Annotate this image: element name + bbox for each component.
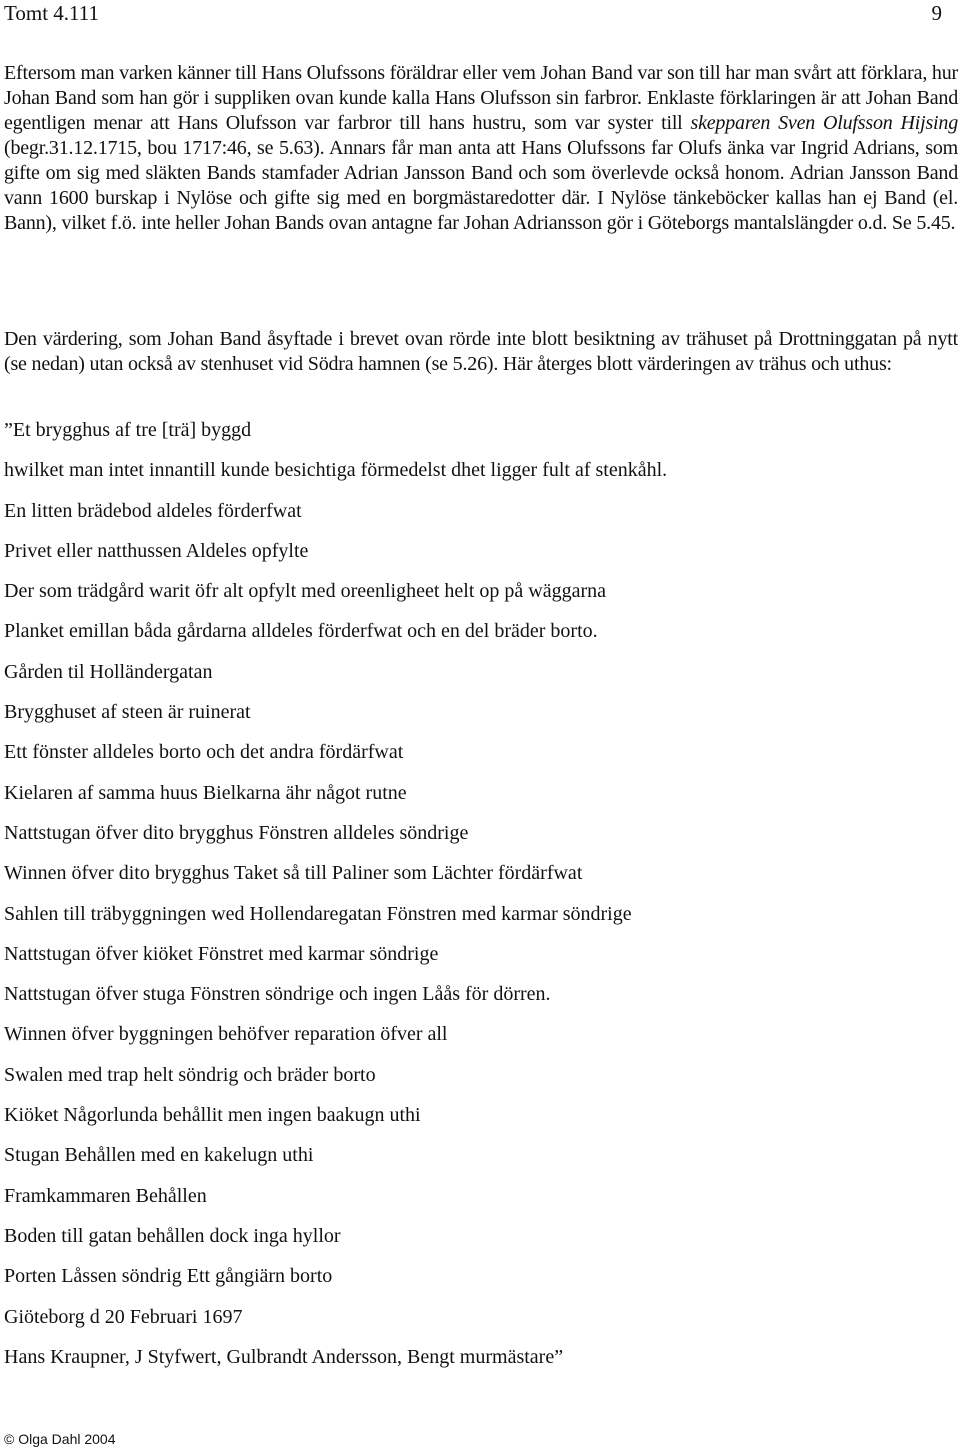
document-title: Tomt 4.111 bbox=[4, 1, 99, 25]
appraisal-quote bbox=[4, 418, 958, 1385]
quote-line: Winnen öfver byggningen behöfver reparation öfver all bbox=[4, 1023, 448, 1046]
quote-line: Hans Kraupner, J Styfwert, Gulbrandt Andersson, Bengt murmästare” bbox=[4, 1345, 564, 1368]
quote-line: Porten Låssen söndrig Ett gångiärn borto bbox=[4, 1265, 333, 1288]
quote-line: Nattstugan öfver dito brygghus Fönstren alldeles söndrige bbox=[4, 821, 469, 844]
quote-line: Kiöket Någorlunda behållit men ingen baakugn uthi bbox=[4, 1104, 421, 1127]
paragraph-1-text-b: (begr.31.12.1715, bou 1717:46, se 5.63). Annars får man anta att Hans Olufssons far Olufs änka var Ingrid Adrians, som gifte om sig med släkten Bands stamfader Adrian Jansson Band och som överlevde också honom. Adrian Jansson Band vann 1600 burskap i Nylöse och gifte sig med en borgmästaredotter där. I Nylöse tänkeböcker kallas han ej Band (el. Bann), vilket f.ö. inte heller Johan Bands ovan antagne far Johan Adriansson gör i Göteborgs mantalslängder o.d. Se 5.45. bbox=[4, 137, 958, 234]
quote-line: En litten brädebod aldeles förderfwat bbox=[4, 499, 302, 522]
quote-line: Brygghuset af steen är ruinerat bbox=[4, 701, 251, 724]
quote-line: Stugan Behållen med en kakelugn uthi bbox=[4, 1144, 314, 1167]
quote-line: Nattstugan öfver kiöket Fönstret med karmar söndrige bbox=[4, 942, 439, 965]
quote-line: ”Et brygghus af tre [trä] byggd bbox=[4, 419, 252, 441]
page-number: 9 bbox=[931, 1, 942, 25]
paragraph-2: Den värdering, som Johan Band åsyftade i brevet ovan rörde inte blott besiktning av trähuset på Drottninggatan på nytt (se nedan) utan också av stenhuset vid Södra hamnen (se 5.26). Här återges blott värderingen av trähus och uthus: bbox=[4, 328, 958, 375]
quote-line: Gården til Holländergatan bbox=[4, 660, 213, 683]
quote-line: hwilket man intet innantill kunde besichtiga förmedelst dhet ligger fult af stenkåhl. bbox=[4, 459, 668, 482]
paragraph-1 bbox=[4, 61, 958, 236]
quote-line: Winnen öfver dito brygghus Taket så till Paliner som Lächter fördärfwat bbox=[4, 862, 583, 885]
quote-line: Nattstugan öfver stuga Fönstren söndrige och ingen Låås för dörren. bbox=[4, 983, 551, 1006]
page-header bbox=[4, 0, 942, 26]
quote-line: Privet eller natthussen Aldeles opfylte bbox=[4, 539, 309, 562]
quote-line: Giöteborg d 20 Februari 1697 bbox=[4, 1305, 243, 1328]
quote-line: Kielaren af samma huus Bielkarna ähr något rutne bbox=[4, 781, 407, 804]
paragraph-1-text-a: Eftersom man varken känner till Hans Olufssons föräldrar eller vem Johan Band var son till har man svårt att förklara, hur Johan Band som han gör i suppliken ovan kunde kalla Hans Olufsson sin farbror. Enklaste förklaringen är att Johan Band egentligen menar att Hans Olufsson var farbror till hans hustru, som var syster till bbox=[4, 62, 958, 134]
quote-line: Swalen med trap helt söndrig och bräder borto bbox=[4, 1063, 376, 1086]
paragraph-1-italic-name: skepparen Sven Olufsson Hijsing bbox=[690, 112, 958, 134]
quote-line: Planket emillan båda gårdarna alldeles förderfwat och en del bräder borto. bbox=[4, 620, 598, 643]
quote-line: Der som trädgård warit öfr alt opfylt med oreenligheet helt op på wäggarna bbox=[4, 580, 607, 603]
quote-line: Sahlen till träbyggningen wed Hollendaregatan Fönstren med karmar söndrige bbox=[4, 902, 632, 925]
quote-line: Boden till gatan behållen dock inga hyllor bbox=[4, 1224, 341, 1247]
quote-line: Framkammaren Behållen bbox=[4, 1184, 207, 1207]
copyright-footer: © Olga Dahl 2004 bbox=[4, 1431, 116, 1447]
quote-line: Ett fönster alldeles borto och det andra fördärfwat bbox=[4, 741, 404, 764]
